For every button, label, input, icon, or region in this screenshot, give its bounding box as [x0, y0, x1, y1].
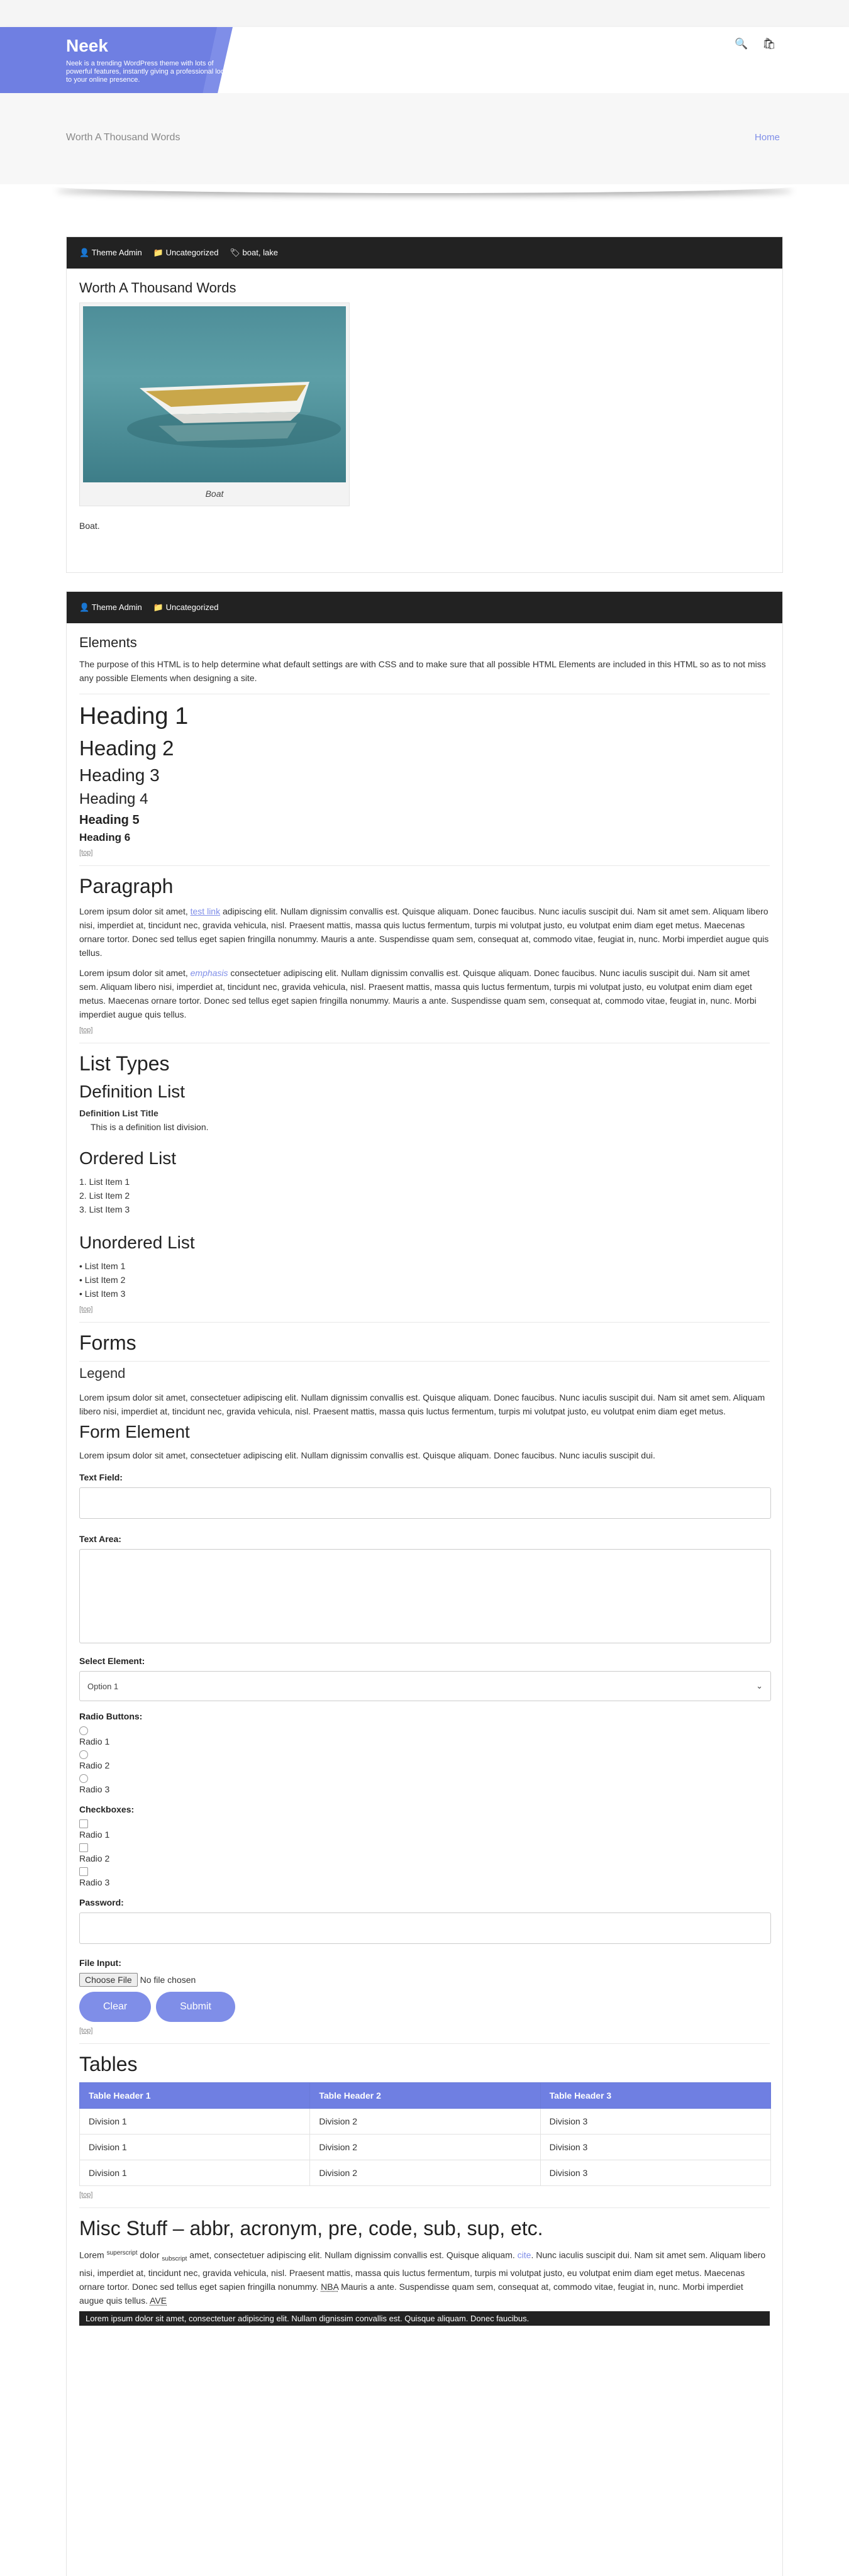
- tags-meta[interactable]: 🏷 boat, lake: [230, 248, 278, 257]
- table-cell: Division 3: [540, 2135, 770, 2160]
- category-name[interactable]: Uncategorized: [165, 602, 219, 612]
- table-header: Table Header 3: [540, 2083, 770, 2109]
- list-item-text: List Item 3: [89, 1204, 130, 1214]
- radio-3-label: Radio 3: [79, 1784, 110, 1794]
- list-item: • List Item 2: [79, 1275, 126, 1285]
- subscript: subscript: [162, 2255, 187, 2263]
- text-run: dolor: [137, 2250, 162, 2260]
- divider: [79, 1322, 770, 1323]
- list-item-text: List Item 3: [84, 1289, 126, 1299]
- author-name[interactable]: Theme Admin: [91, 602, 142, 612]
- post-title[interactable]: Worth A Thousand Words: [79, 280, 236, 296]
- divider: [79, 1361, 770, 1362]
- form-actions: [79, 1992, 770, 2022]
- paragraph-2: [79, 966, 770, 1021]
- form-text: Lorem ipsum dolor sit amet, consectetuer adipiscing elit. Nullam dignissim convallis est. Quisque aliquam. Donec faucibus. Nunc iaculis suscipit dui.: [79, 1450, 655, 1460]
- tags-list[interactable]: boat, lake: [242, 248, 278, 257]
- text-run: Lorem ipsum dolor sit amet,: [79, 968, 191, 978]
- checkbox-2[interactable]: [79, 1843, 88, 1852]
- post-worth-a-thousand-words: [66, 236, 783, 573]
- unordered-list: [79, 1259, 770, 1301]
- list-item-text: List Item 2: [89, 1191, 130, 1201]
- table-header-row: [80, 2083, 771, 2109]
- site-title[interactable]: Neek: [66, 36, 108, 55]
- submit-button[interactable]: Submit: [156, 1992, 235, 2022]
- category-name[interactable]: Uncategorized: [165, 248, 219, 257]
- post-title[interactable]: Elements: [79, 635, 137, 650]
- radio-2[interactable]: [79, 1750, 88, 1759]
- checkbox-3[interactable]: [79, 1867, 88, 1876]
- text-run: amet, consectetuer adipiscing elit. Nullam dignissim convallis est. Quisque aliquam.: [187, 2250, 518, 2260]
- table-cell: Division 2: [310, 2135, 540, 2160]
- text-run: consectetuer adipiscing elit. Nullam dignissim convallis est. Quisque aliquam. Donec faucibus. Nunc iaculis suscipit dui. Nam sit amet sem. Aliquam libero nisi, imperdiet at, tincidunt nec, gravida vehicula, nisl. Praesent mattis, massa quis luctus fermentum, turpis mi volutpat justo, eu volutpat enim diam eget metus. Maecenas ornare tortor. Donec sed tellus eget sapien fringilla nonummy. Mauris a ante. Suspendisse quam sem, consequat at, commodo vitae, feugiat in, nunc. Morbi imperdiet augue quis tellus.: [79, 968, 757, 1019]
- radio-3[interactable]: [79, 1774, 88, 1783]
- text-area-label: Text Area:: [79, 1534, 121, 1544]
- list-item-text: List Item 1: [89, 1177, 130, 1187]
- heading-5: Heading 5: [79, 813, 140, 827]
- image-caption: Boat: [205, 489, 224, 499]
- checkbox-2-label: Radio 2: [79, 1853, 110, 1863]
- list-item: • List Item 3: [79, 1289, 126, 1299]
- forms-title: Forms: [79, 1331, 136, 1354]
- text-field-input[interactable]: [79, 1487, 771, 1519]
- boat-image[interactable]: [83, 306, 346, 482]
- file-input: [79, 1973, 770, 1987]
- divider: [79, 2043, 770, 2044]
- text-run: Mauris a ante. Suspendisse quam sem, consequat at, commodo vitae, feugiat in, nunc. Morbi imperdiet augue quis tellus.: [79, 2282, 743, 2306]
- emphasis-text: emphasis: [190, 968, 228, 978]
- legend: Legend: [79, 1365, 126, 1381]
- select-label: Select Element:: [79, 1656, 145, 1666]
- site-description: Neek is a trending WordPress theme with lots of powerful features, instantly giving a professional look to your online presence.: [66, 60, 228, 84]
- checkboxes-label: Checkboxes:: [79, 1804, 135, 1814]
- form-element-title: Form Element: [79, 1422, 190, 1441]
- category-meta[interactable]: 📁 Uncategorized: [153, 602, 219, 612]
- post-elements: [66, 591, 783, 2576]
- table-cell: Division 3: [540, 2160, 770, 2186]
- table-header: Table Header 1: [80, 2083, 310, 2109]
- text-area-input[interactable]: [79, 1549, 771, 1643]
- radio-1[interactable]: [79, 1726, 88, 1735]
- top-link[interactable]: [top]: [79, 849, 93, 857]
- superscript: superscript: [106, 2250, 138, 2257]
- banner-shadow-curve: [53, 179, 796, 193]
- boat-illustration: [83, 306, 346, 482]
- list-item-text: List Item 2: [84, 1275, 126, 1285]
- file-input-label: File Input:: [79, 1958, 121, 1968]
- list-item-text: List Item 1: [84, 1261, 126, 1271]
- pre-code-block: Lorem ipsum dolor sit amet, consectetuer adipiscing elit. Nullam dignissim convallis est. Quisque aliquam. Donec faucibus.: [79, 2311, 770, 2326]
- author-name[interactable]: Theme Admin: [91, 248, 142, 257]
- paragraph-1: [79, 904, 770, 960]
- table-cell: Division 1: [80, 2109, 310, 2135]
- table-cell: Division 2: [310, 2160, 540, 2186]
- select-element[interactable]: [79, 1671, 771, 1701]
- table-cell: Division 1: [80, 2160, 310, 2186]
- file-status: No file chosen: [140, 1975, 196, 1985]
- text-run: adipiscing elit. Nullam dignissim convallis est. Quisque aliquam. Donec faucibus. Nunc iaculis suscipit dui. Nam sit amet sem. Aliquam libero nisi, imperdiet at, tincidunt nec, gravida vehicula, nisl. Praesent mattis, massa quis luctus fermentum, turpis mi volutpat justo, eu volutpat enim diam eget metus. Maecenas ornare tortor. Donec sed tellus eget sapien fringilla nonummy. Mauris a ante. Suspendisse quam sem, consequat at, commodo vitae, feugiat in, nunc. Morbi imperdiet augue quis tellus.: [79, 906, 769, 958]
- table-cell: Division 3: [540, 2109, 770, 2135]
- ordered-list: [79, 1175, 770, 1216]
- clear-button[interactable]: Clear: [79, 1992, 151, 2022]
- top-link[interactable]: [top]: [79, 2191, 93, 2199]
- list-item: 3. List Item 3: [79, 1204, 130, 1214]
- search-icon[interactable]: 🔍: [735, 38, 748, 50]
- post-meta: [67, 592, 782, 623]
- tables-title: Tables: [79, 2053, 138, 2075]
- misc-paragraph: [79, 2246, 770, 2307]
- breadcrumb-home[interactable]: Home: [755, 132, 780, 143]
- test-link[interactable]: test link: [190, 906, 221, 916]
- list-item: 1. List Item 1: [79, 1177, 130, 1187]
- top-link[interactable]: [top]: [79, 1026, 93, 1034]
- table-row: [80, 2135, 771, 2160]
- text-run: Lorem: [79, 2250, 107, 2260]
- checkbox-3-label: Radio 3: [79, 1877, 110, 1887]
- table-cell: Division 2: [310, 2109, 540, 2135]
- author-meta[interactable]: 👤 Theme Admin: [79, 602, 142, 612]
- list-item: • List Item 1: [79, 1261, 126, 1271]
- text-run: Lorem ipsum dolor sit amet,: [79, 906, 191, 916]
- definition-description: This is a definition list division.: [91, 1122, 209, 1132]
- list-item: 2. List Item 2: [79, 1191, 130, 1201]
- heading-4: Heading 4: [79, 791, 148, 808]
- text-field-label: Text Field:: [79, 1472, 123, 1482]
- cart-icon[interactable]: 🛍: [762, 38, 776, 50]
- table-row: [80, 2160, 771, 2186]
- image-figure: [79, 303, 350, 506]
- page-title: Worth A Thousand Words: [66, 132, 180, 143]
- top-link[interactable]: [top]: [79, 1306, 93, 1313]
- table-cell: Division 1: [80, 2135, 310, 2160]
- password-label: Password:: [79, 1897, 124, 1907]
- paragraph-title: Paragraph: [79, 875, 174, 897]
- heading-1: Heading 1: [79, 703, 189, 730]
- definition-term: Definition List Title: [79, 1108, 158, 1118]
- ordered-list-title: Ordered List: [79, 1148, 177, 1168]
- unordered-list-title: Unordered List: [79, 1233, 195, 1252]
- top-link[interactable]: [top]: [79, 2027, 93, 2035]
- text-run: . Nunc iaculis suscipit dui. Nam sit amet sem. Aliquam libero nisi, imperdiet at, tincidunt nec, gravida vehicula, nisl. Praesent mattis, massa quis luctus fermentum, turpis mi volutpat justo, eu volutpat enim diam eget metus. Maecenas ornare tortor. Donec sed tellus eget sapien fringilla nonummy.: [79, 2250, 766, 2292]
- radio-1-label: Radio 1: [79, 1736, 110, 1746]
- select-value: Option 1: [87, 1681, 119, 1691]
- category-meta[interactable]: 📁 Uncategorized: [153, 248, 219, 257]
- post-meta: [67, 237, 782, 269]
- heading-6: Heading 6: [79, 831, 131, 843]
- intro-text: The purpose of this HTML is to help determine what default settings are with CSS and to make sure that all possible HTML Elements are included in this HTML so as to not miss any possible Elements when designing a site.: [79, 659, 766, 683]
- checkbox-1[interactable]: [79, 1819, 88, 1828]
- divider: [79, 2207, 770, 2208]
- password-input[interactable]: [79, 1913, 771, 1944]
- cite: cite: [517, 2250, 531, 2260]
- checkbox-1-label: Radio 1: [79, 1829, 110, 1840]
- top-strip: [0, 0, 849, 27]
- heading-3: Heading 3: [79, 765, 160, 785]
- post-body: Boat.: [79, 521, 100, 531]
- choose-file-button[interactable]: Choose File: [79, 1973, 138, 1987]
- radio-2-label: Radio 2: [79, 1760, 110, 1770]
- definition-list-title: Definition List: [79, 1082, 186, 1101]
- data-table: [79, 2082, 771, 2186]
- author-meta[interactable]: 👤 Theme Admin: [79, 248, 142, 257]
- abbr-nba: NBA: [321, 2282, 339, 2292]
- legend-text: Lorem ipsum dolor sit amet, consectetuer adipiscing elit. Nullam dignissim convallis est. Quisque aliquam. Donec faucibus. Nunc iaculis suscipit dui. Nam sit amet sem. Aliquam libero nisi, imperdiet at, tincidunt nec, gravida vehicula, nisl. Praesent mattis, massa quis luctus fermentum, turpis mi volutpat justo, eu volutpat enim diam eget metus.: [79, 1392, 765, 1416]
- radio-buttons-label: Radio Buttons:: [79, 1711, 143, 1721]
- abbr-ave: AVE: [150, 2296, 167, 2306]
- list-types-title: List Types: [79, 1052, 170, 1075]
- misc-title: Misc Stuff – abbr, acronym, pre, code, sub, sup, etc.: [79, 2217, 543, 2240]
- table-row: [80, 2109, 771, 2135]
- table-header: Table Header 2: [310, 2083, 540, 2109]
- heading-2: Heading 2: [79, 736, 174, 760]
- chevron-down-icon: ⌄: [756, 1681, 763, 1690]
- divider: [79, 865, 770, 866]
